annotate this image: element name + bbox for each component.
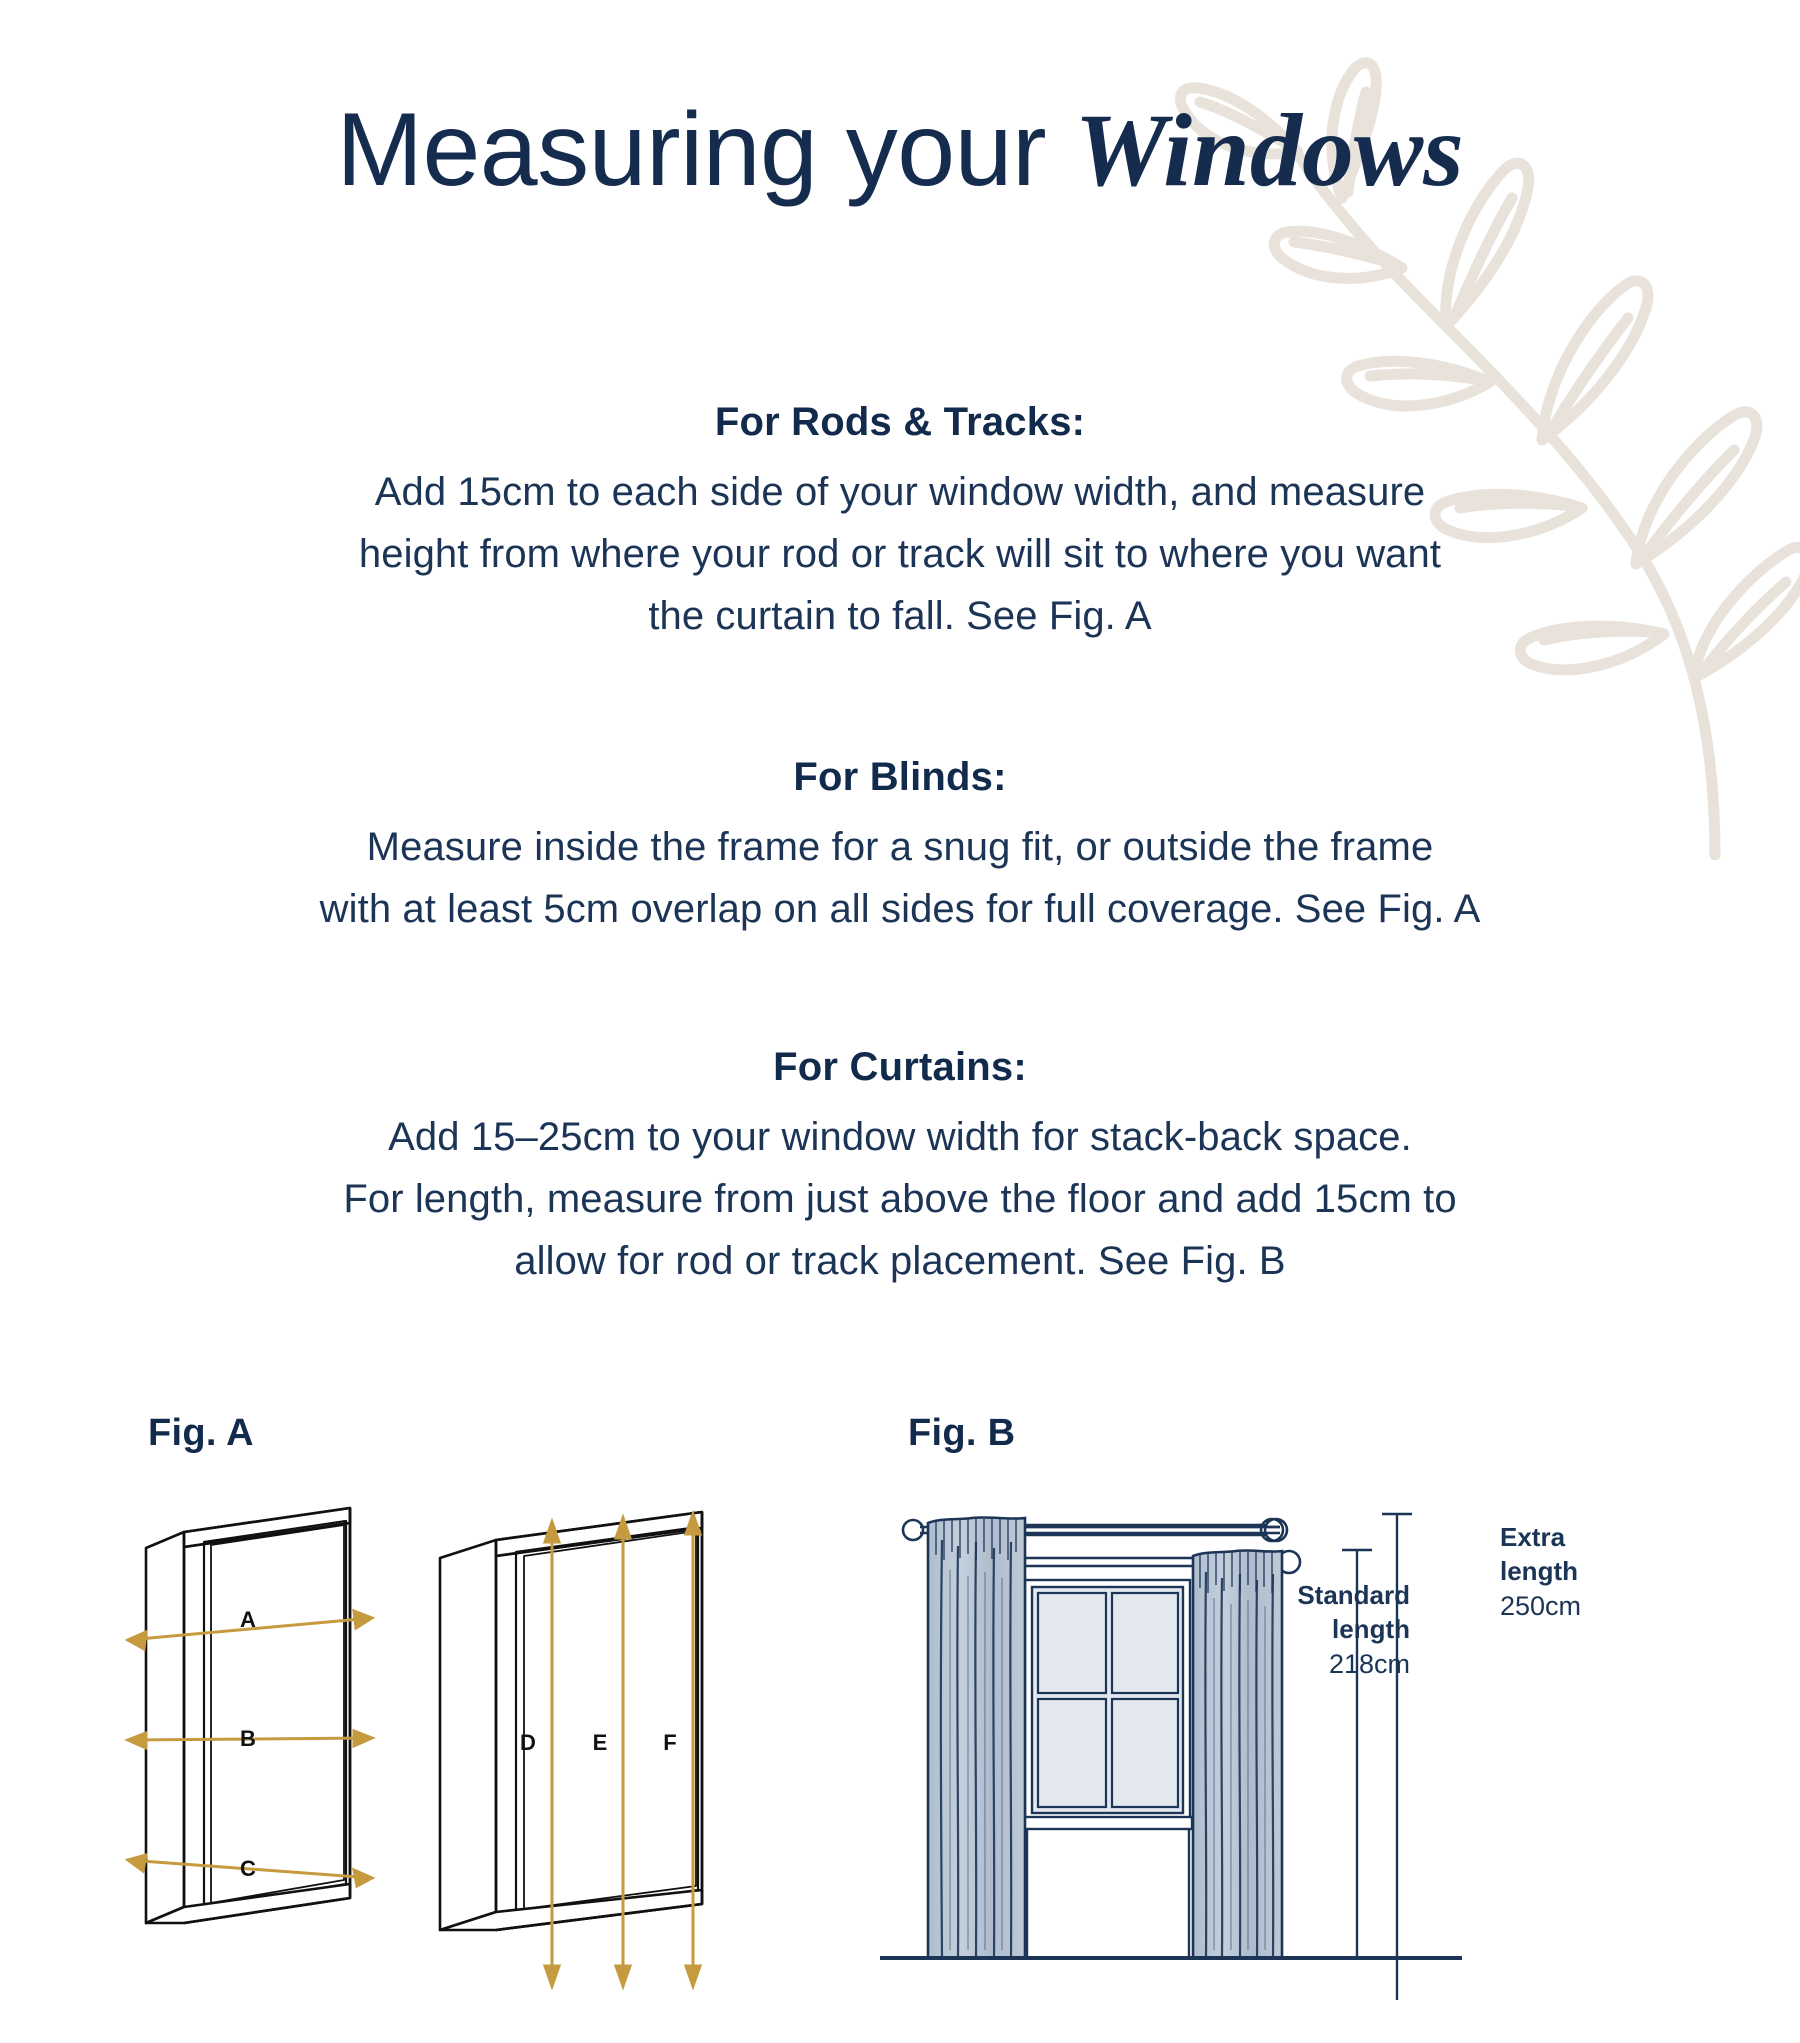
figure-b-curtained-window [880,1480,1500,2040]
section-blinds [0,755,1800,940]
standard-length-label [1260,1578,1410,1682]
section-heading-blinds: For Blinds: [793,755,1007,799]
page-title [0,92,1800,208]
figure-a-diagrams [110,1480,830,2040]
fig-a-label-C: C [240,1856,256,1881]
standard-length-value: 218cm [1328,1648,1410,1679]
section-body-rods [0,461,1800,647]
standard-length-line1: Standard [1297,1580,1410,1610]
body-line: height from where your rod or track will sit to where you want [358,532,1442,576]
section-heading-curtains: For Curtains: [773,1045,1027,1089]
fig-a-label-A: A [240,1607,256,1632]
curtain-rod-main [1020,1519,1287,1541]
extra-length-label [1500,1520,1660,1624]
extra-length-line2: length [1500,1556,1578,1587]
fig-a-label-E: E [592,1730,608,1755]
page-title-part2: Windows [1074,93,1464,208]
fig-a-label-B: B [240,1726,256,1751]
figure-b-heading: Fig. B [908,1412,1016,1454]
window-sill [1023,1817,1192,1829]
body-line: Add 15cm to each side of your window width, and measure [374,470,1426,514]
body-line: Measure inside the frame for a snug fit, or outside the frame [366,825,1434,869]
section-curtains [0,1045,1800,1292]
extra-length-value: 250cm [1500,1590,1582,1621]
body-line: For length, measure from just above the floor and add 15cm to [343,1177,1457,1221]
window-frame-height-diagram [440,1512,702,1930]
fig-a-label-D: D [520,1730,536,1755]
fig-a-label-F: F [663,1730,677,1755]
body-line: allow for rod or track placement. See Fig. B [514,1239,1286,1283]
wall-below-window [1027,1829,1189,1958]
page-title-part1: Measuring your [336,92,1075,208]
body-line: with at least 5cm overlap on all sides for full coverage. See Fig. A [319,887,1481,931]
figure-a-heading: Fig. A [148,1412,254,1454]
extra-length-line1: Extra [1500,1522,1566,1552]
section-rods-and-tracks [0,400,1800,647]
curtain-panel-left [928,1517,1025,1958]
body-line: Add 15–25cm to your window width for stack-back space. [388,1115,1412,1159]
section-heading-rods: For Rods & Tracks: [714,400,1086,444]
section-body-blinds [0,816,1800,940]
body-line: the curtain to fall. See Fig. A [648,594,1152,638]
section-body-curtains [0,1106,1800,1292]
standard-length-line2: length [1332,1614,1410,1645]
